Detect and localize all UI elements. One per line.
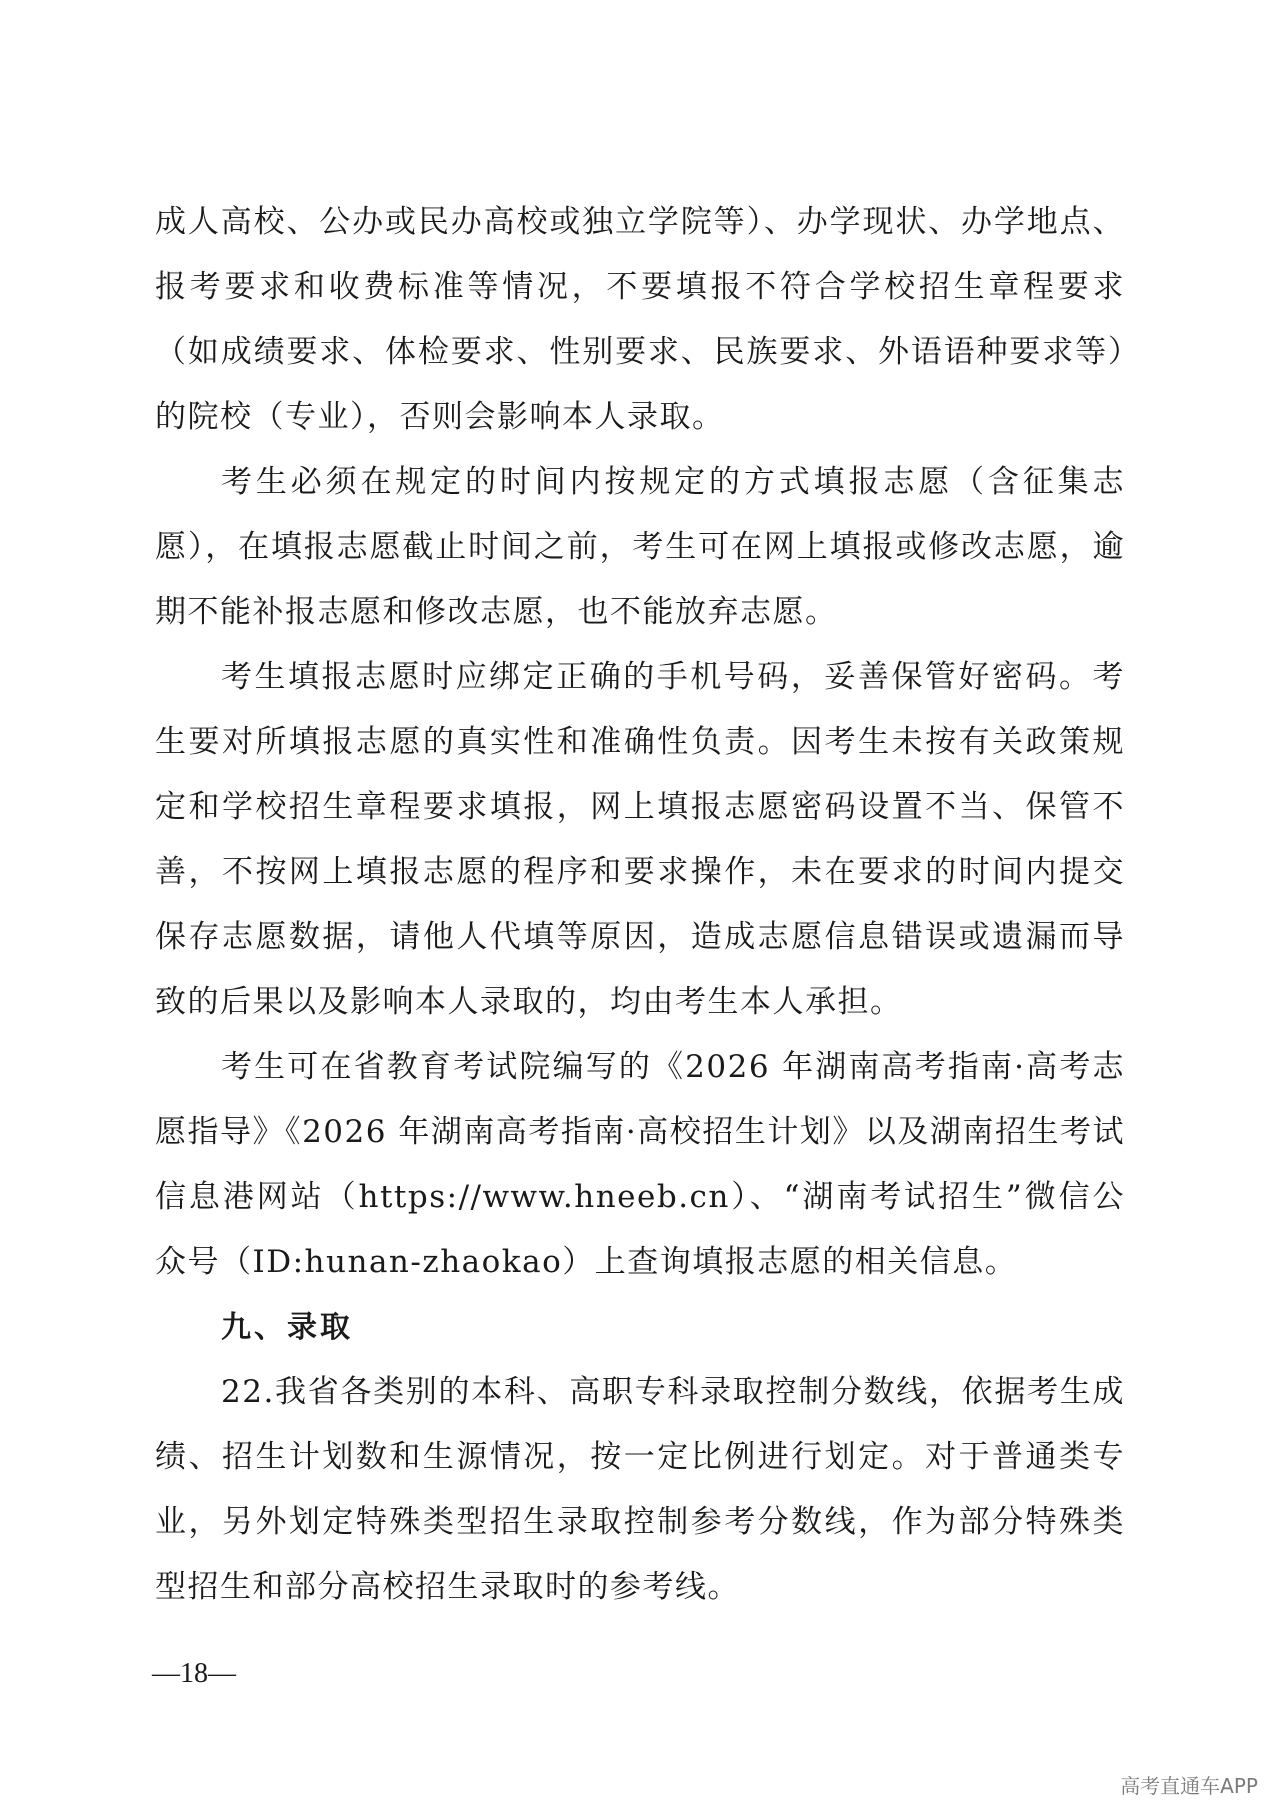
paragraph-volunteer-deadline: 考生必须在规定的时间内按规定的方式填报志愿（含征集志愿），在填报志愿截止时间之前，考生可在网上填报或修改志愿，逾期不能补报志愿和修改志愿，也不能放弃志愿。 — [155, 464, 1125, 630]
paragraph-volunteer-responsibility: 考生填报志愿时应绑定正确的手机号码，妥善保管好密码。考生要对所填报志愿的真实性和准确性负责。因考生未按有关政策规定和学校招生章程要求填报，网上填报志愿密码设置不当、保管不善，不按网上填报志愿的程序和要求操作，未在要求的时间内提交保存志愿数据，请他人代填等原因，造成志愿信息错误或遗漏而导致的后果以及影响本人录取的，均由考生本人承担。 — [155, 659, 1125, 1020]
section-heading: 九、录取 — [221, 1310, 353, 1345]
paragraph-admission-lines: 22.我省各类别的本科、高职专科录取控制分数线，依据考生成绩、招生计划数和生源情况，按一定比例进行划定。对于普通类专业，另外划定特殊类型招生录取控制参考分数线，作为部分特殊类型招生和部分高校招生录取时的参考线。 — [155, 1374, 1125, 1605]
watermark: 高考直通车APP — [1120, 1774, 1258, 1798]
page-number: —18— — [152, 1658, 236, 1689]
paragraph-continued: 成人高校、公办或民办高校或独立学院等）、办学现状、办学地点、报考要求和收费标准等情况，不要填报不符合学校招生章程要求（如成绩要求、体检要求、性别要求、民族要求、外语语种要求等）的院校（专业），否则会影响本人录取。 — [155, 204, 1125, 435]
document-body — [155, 190, 1125, 1620]
paragraph-info-sources: 考生可在省教育考试院编写的《2026 年湖南高考指南·高考志愿指导》《2026 年湖南高考指南·高校招生计划》以及湖南招生考试信息港网站（https://www.hneeb.cn）、“湖南考试招生”微信公众号（ID:hunan-zhaokao）上查询填报志愿的相关信息。 — [155, 1049, 1125, 1280]
